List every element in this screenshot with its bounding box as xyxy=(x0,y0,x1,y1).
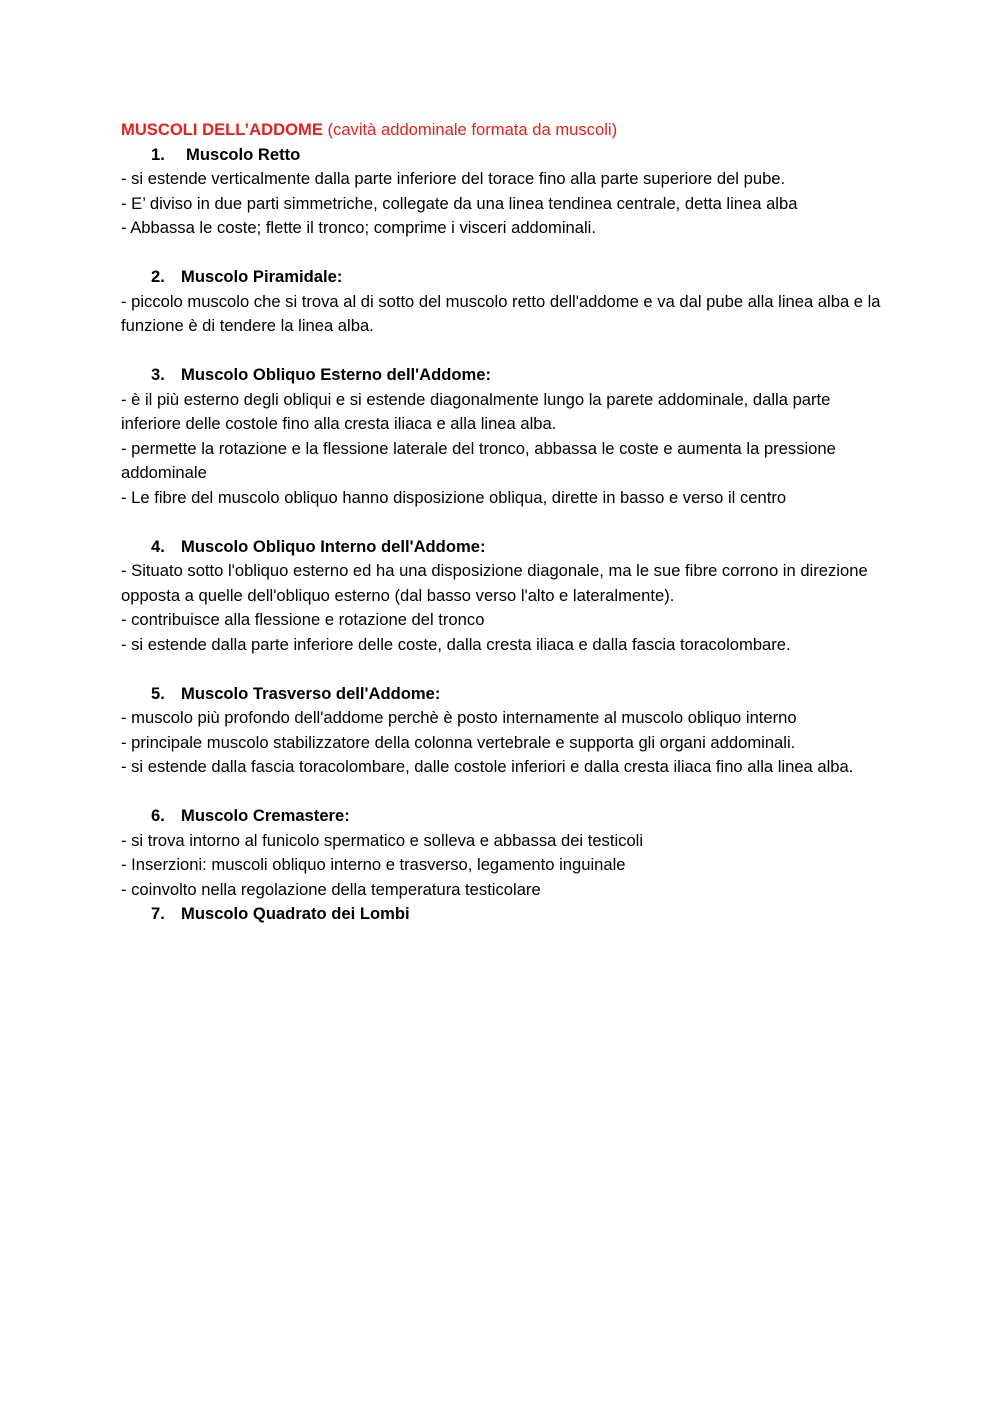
section-line: - si trova intorno al funicolo spermatico e solleva e abbassa dei testicoli xyxy=(121,830,644,850)
section-muscolo-retto xyxy=(121,143,891,241)
section-number: 4. xyxy=(151,536,165,556)
section-line: - E’ diviso in due parti simmetriche, collegate da una linea tendinea centrale, detta linea alba xyxy=(121,193,798,213)
section-line: - Situato sotto l'obliquo esterno ed ha una disposizione diagonale, ma le sue fibre corrono in direzione opposta a quelle dell'obliquo esterno (dal basso verso l'alto e lateralmente). xyxy=(121,561,868,605)
section-title: Muscolo Obliquo Interno dell'Addome: xyxy=(181,536,486,556)
section-line: - Inserzioni: muscoli obliquo interno e trasverso, legamento inguinale xyxy=(121,855,626,874)
section-line: - coinvolto nella regolazione della temperatura testicolare xyxy=(121,879,541,899)
section-number: 5. xyxy=(151,683,165,703)
section-title: Muscolo Trasverso dell'Addome: xyxy=(181,683,441,703)
section-heading xyxy=(121,682,891,707)
section-title: Muscolo Retto xyxy=(186,144,301,164)
section-heading xyxy=(121,902,891,927)
section-cremastere xyxy=(121,804,891,902)
section-line: - si estende dalla parte inferiore delle coste, dalla cresta iliaca e dalla fascia toracolombare. xyxy=(121,634,791,654)
section-title: Muscolo Obliquo Esterno dell'Addome: xyxy=(181,365,492,384)
section-line: - piccolo muscolo che si trova al di sotto del muscolo retto dell'addome e va dal pube alla linea alba e la funzione è di tendere la linea alba. xyxy=(121,291,881,335)
section-title: Muscolo Quadrato dei Lombi xyxy=(181,904,410,923)
section-line: - muscolo più profondo dell'addome perchè è posto internamente al muscolo obliquo interno xyxy=(121,708,797,727)
section-title: Muscolo Piramidale: xyxy=(181,267,343,286)
section-line: - Abbassa le coste; flette il tronco; comprime i visceri addominali. xyxy=(121,218,596,237)
document-title xyxy=(121,118,891,143)
section-number: 6. xyxy=(151,806,165,825)
document-body xyxy=(121,118,891,927)
section-line: - permette la rotazione e la flessione laterale del tronco, abbassa le coste e aumenta la pressione addominale xyxy=(121,438,836,482)
section-line: - principale muscolo stabilizzatore della colonna vertebrale e supporta gli organi addominali. xyxy=(121,732,796,752)
section-trasverso xyxy=(121,682,891,780)
section-number: 2. xyxy=(151,267,165,286)
section-obliquo-esterno xyxy=(121,363,891,510)
title-main: MUSCOLI DELL’ADDOME xyxy=(121,120,323,139)
title-subtitle: (cavità addominale formata da muscoli) xyxy=(322,120,618,139)
section-number: 7. xyxy=(151,904,165,923)
section-number: 1. xyxy=(151,144,165,164)
section-line: - contribuisce alla flessione e rotazione del tronco xyxy=(121,610,485,629)
section-line: - Le fibre del muscolo obliquo hanno disposizione obliqua, dirette in basso e verso il centro xyxy=(121,487,787,507)
section-number: 3. xyxy=(151,365,165,384)
section-line: - è il più esterno degli obliqui e si estende diagonalmente lungo la parete addominale, dalla parte inferiore delle costole fino alla cresta iliaca e alla linea alba. xyxy=(121,389,831,433)
section-heading xyxy=(121,535,891,560)
section-quadrato-lombi xyxy=(121,902,891,927)
section-title: Muscolo Cremastere: xyxy=(181,806,350,825)
section-muscolo-piramidale xyxy=(121,265,891,339)
section-obliquo-interno xyxy=(121,535,891,658)
section-heading xyxy=(121,363,891,388)
section-heading xyxy=(121,804,891,829)
section-line: - si estende dalla fascia toracolombare, dalle costole inferiori e dalla cresta iliaca fino alla linea alba. xyxy=(121,757,854,776)
section-line: - si estende verticalmente dalla parte inferiore del torace fino alla parte superiore del pube. xyxy=(121,169,786,188)
section-heading xyxy=(121,143,891,168)
section-heading xyxy=(121,265,891,290)
